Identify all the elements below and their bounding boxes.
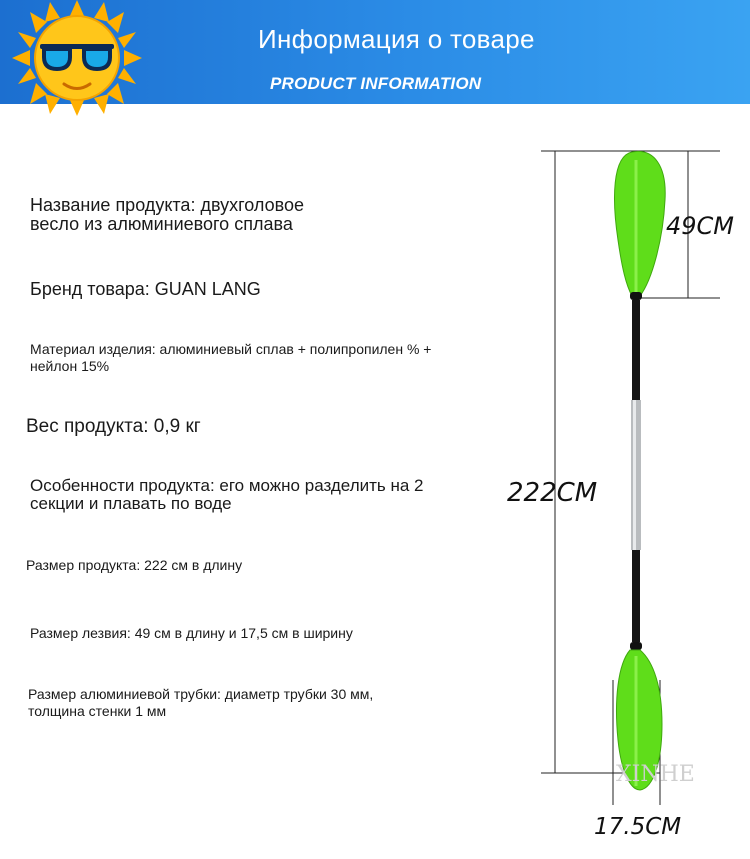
product-weight: Вес продукта: 0,9 кг xyxy=(26,416,201,437)
product-name: Название продукта: двухголовое весло из алюминиевого сплава xyxy=(30,195,304,234)
product-size: Размер продукта: 222 см в длину xyxy=(26,557,243,573)
header-title: Информация о товаре xyxy=(258,24,535,54)
product-brand: Бренд товара: GUAN LANG xyxy=(30,279,261,299)
header-subtitle: PRODUCT INFORMATION xyxy=(270,74,482,93)
product-material: Материал изделия: алюминиевый сплав + полипропилен % + нейлон 15% xyxy=(30,341,432,374)
total-length-label: 222CM xyxy=(507,478,598,508)
blade-width-label: 17.5CM xyxy=(594,814,682,840)
tube-size: Размер алюминиевой трубки: диаметр трубки 30 мм, толщина стенки 1 мм xyxy=(28,686,374,719)
product-features: Особенности продукта: его можно разделить на 2 секции и плавать по воде xyxy=(30,476,424,513)
blade-size: Размер лезвия: 49 см в длину и 17,5 см в ширину xyxy=(30,625,353,641)
watermark: XINHE xyxy=(616,762,695,787)
blade-length-label: 49CM xyxy=(666,212,735,240)
